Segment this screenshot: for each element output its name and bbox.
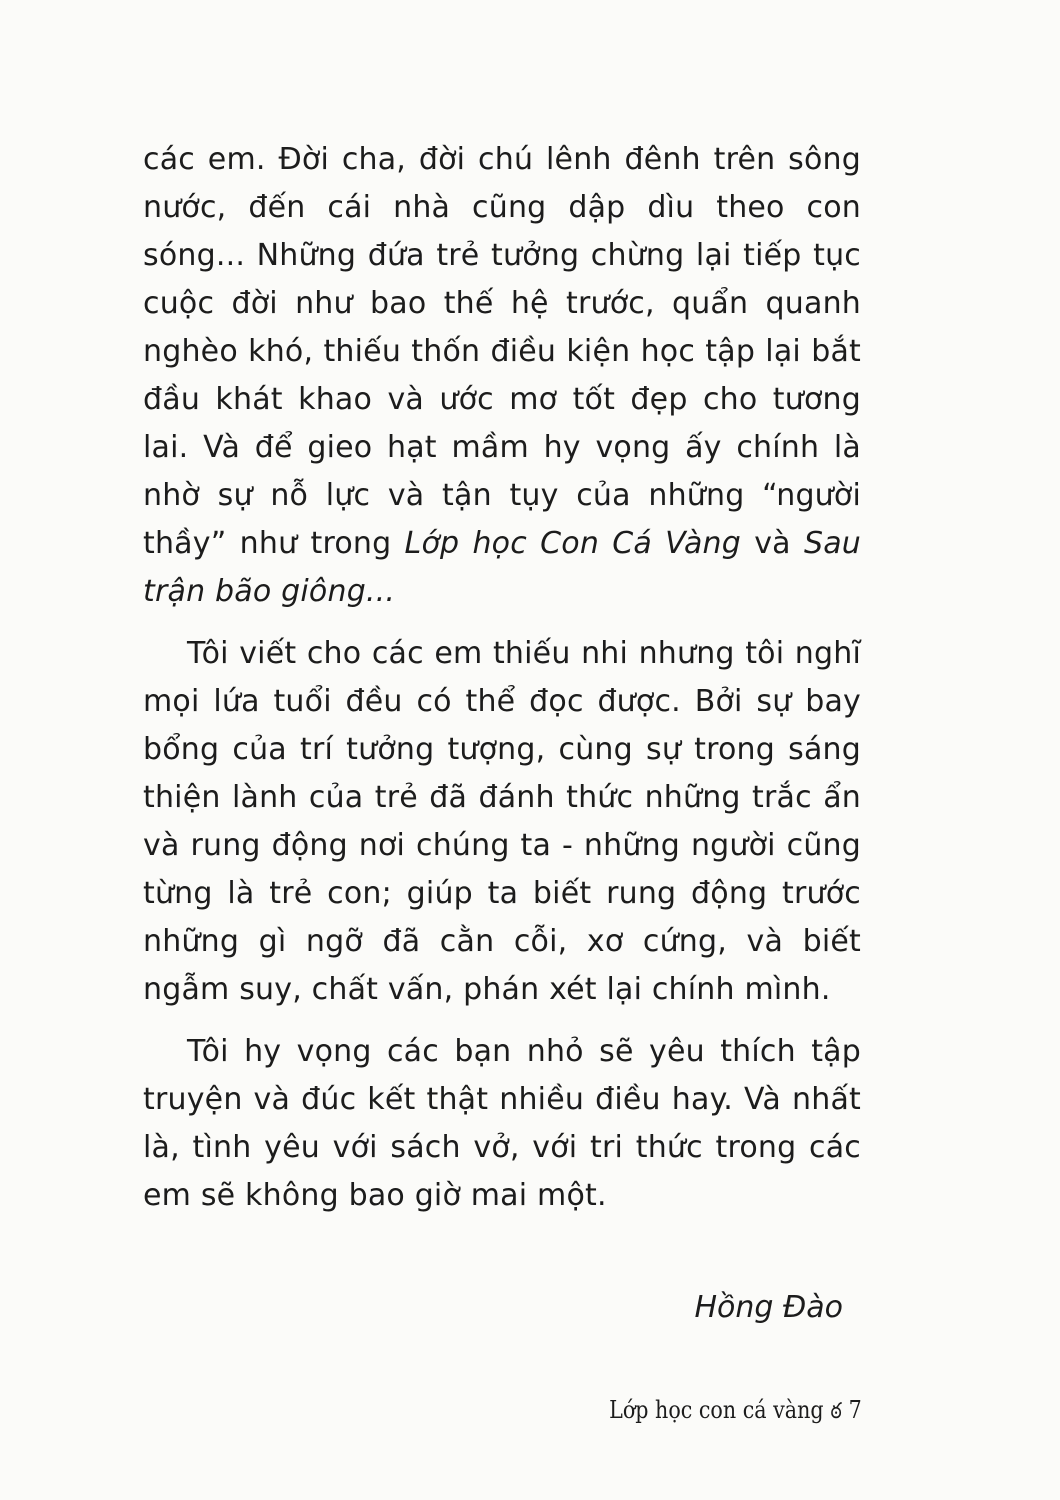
preface-paragraph-1 bbox=[143, 136, 861, 616]
story-title-lop-hoc-con-ca-vang: Lớp học Con Cá Vàng bbox=[404, 526, 742, 561]
preface-text bbox=[143, 136, 861, 1220]
preface-paragraph-1-part-1: các em. Đời cha, đời chú lênh đênh trên sông nước, đến cái nhà cũng dập dìu theo con sóng... Những đứa trẻ tưởng chừng lại tiếp tục cuộc đời như bao thế hệ trước, quẩn quanh nghèo khó, thiếu thốn điều kiện học tập lại bắt đầu khát khao và ước mơ tốt đẹp cho tương lai. Và để gieo hạt mầm hy vọng ấy chính là nhờ sự nỗ lực và tận tụy của những “người thầy” như trong bbox=[143, 142, 861, 561]
ornament-icon: ఠ bbox=[830, 1399, 842, 1424]
running-title: Lớp học con cá vàng bbox=[609, 1396, 824, 1424]
story-title-sau-tran-bao-giong: Sau trận bão giông... bbox=[143, 526, 861, 609]
page-number: 7 bbox=[848, 1396, 862, 1424]
preface-paragraph-1-part-2: và bbox=[741, 526, 804, 561]
page-footer bbox=[609, 1394, 862, 1428]
author-signature: Hồng Đào bbox=[694, 1290, 843, 1325]
preface-paragraph-3: Tôi hy vọng các bạn nhỏ sẽ yêu thích tập truyện và đúc kết thật nhiều điều hay. Và nhất là, tình yêu với sách vở, với tri thức trong các em sẽ không bao giờ mai một. bbox=[143, 1034, 861, 1213]
preface-paragraph-2: Tôi viết cho các em thiếu nhi nhưng tôi nghĩ mọi lứa tuổi đều có thể đọc được. Bởi sự bay bổng của trí tưởng tượng, cùng sự trong sáng thiện lành của trẻ đã đánh thức những trắc ẩn và rung động nơi chúng ta - những người cũng từng là trẻ con; giúp ta biết rung động trước những gì ngỡ đã cằn cỗi, xơ cứng, và biết ngẫm suy, chất vấn, phán xét lại chính mình. bbox=[143, 636, 861, 1007]
